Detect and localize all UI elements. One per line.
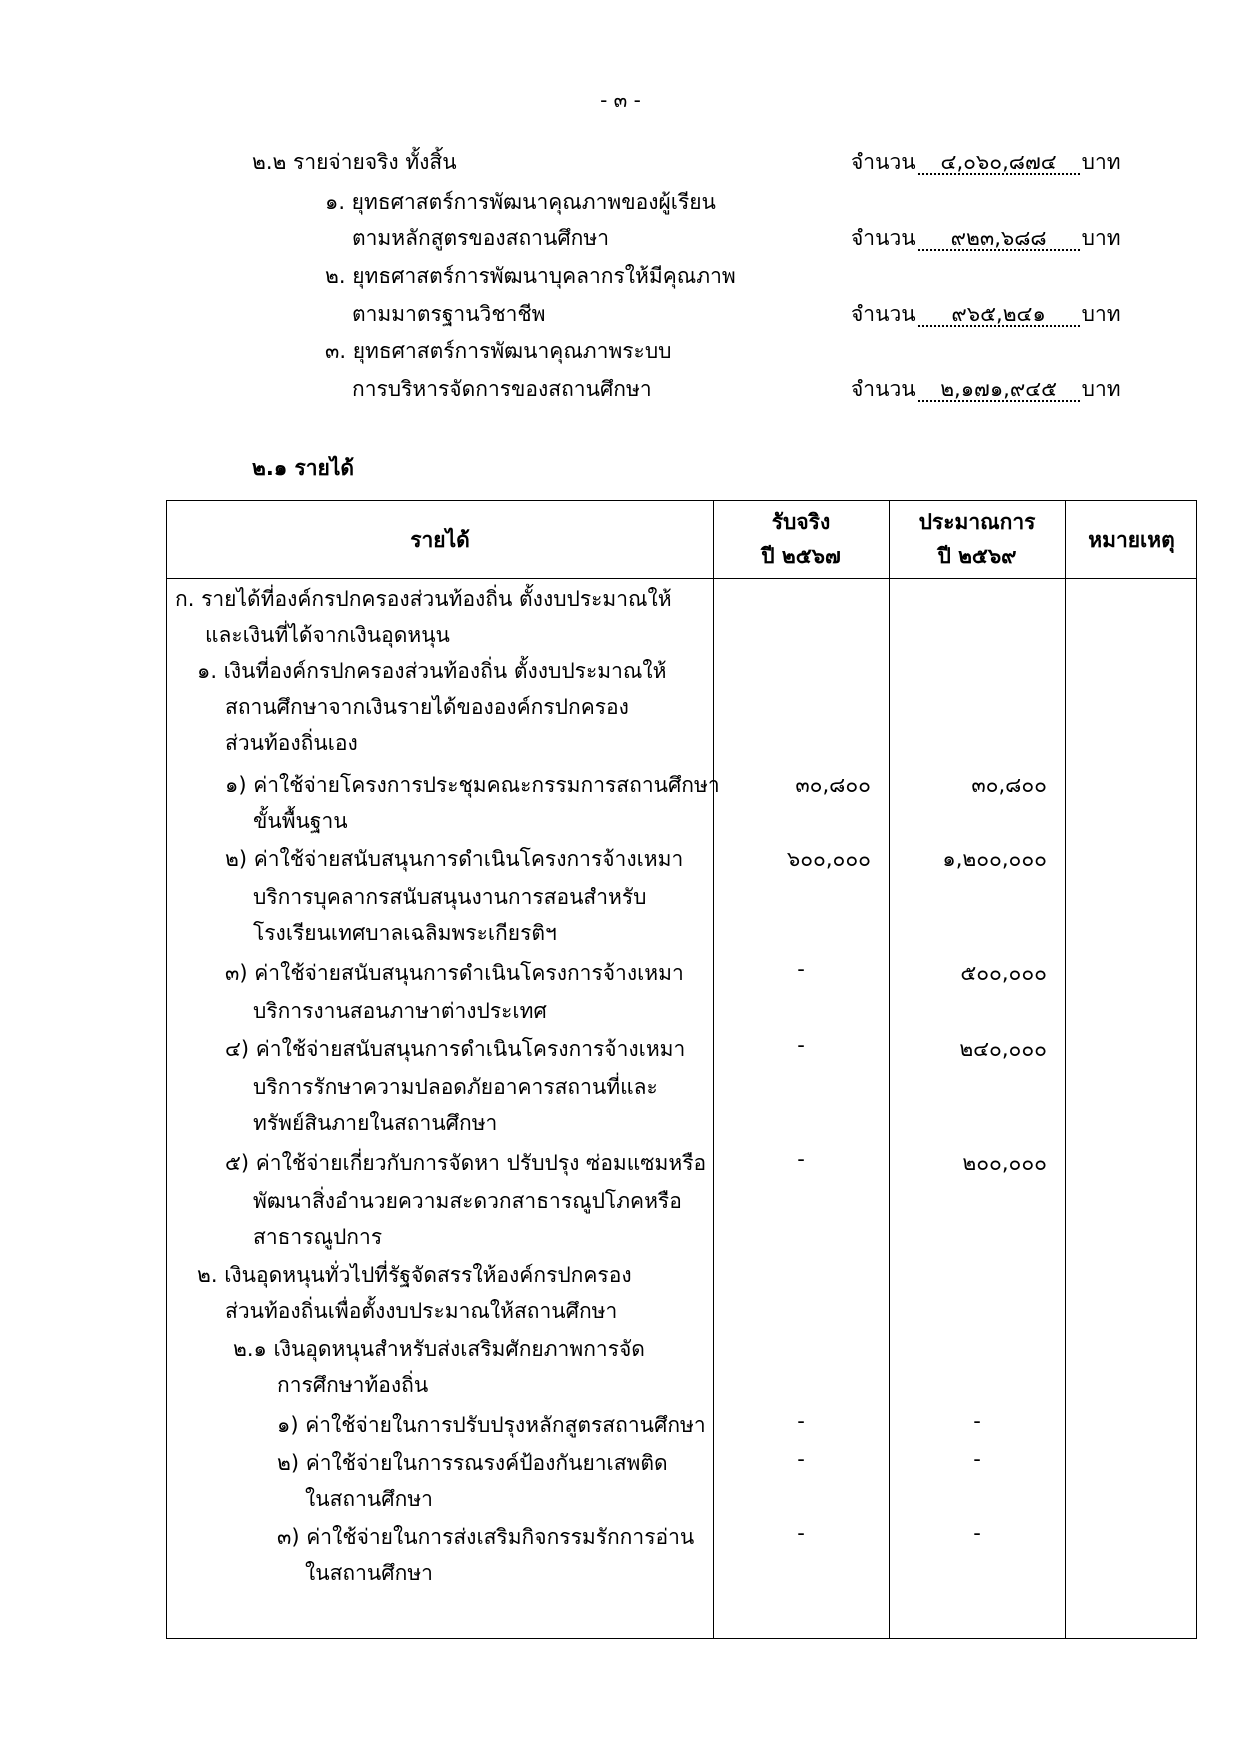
income-section-heading: ๒.๑ รายได้	[252, 456, 355, 480]
table-row-description: สถานศึกษาจากเงินรายได้ขององค์กรปกครอง	[225, 695, 629, 719]
strategy-1-line1: ๑. ยุทธศาสตร์การพัฒนาคุณภาพของผู้เรียน	[325, 190, 716, 214]
table-row-description: ในสถานศึกษา	[305, 1561, 433, 1585]
estimate-amount-cell: -	[973, 1447, 981, 1471]
column-header-actual: รับจริง ปี ๒๕๖๗	[761, 510, 841, 568]
column-divider	[713, 501, 714, 1638]
table-row-description: ๕) ค่าใช้จ่ายเกี่ยวกับการจัดหา ปรับปรุง ซ่อมแซมหรือ	[225, 1151, 707, 1175]
table-row-description: ทรัพย์สินภายในสถานศึกษา	[253, 1111, 498, 1135]
page-number: - ๓ -	[600, 88, 641, 112]
table-row-description: การศึกษาท้องถิ่น	[277, 1373, 429, 1397]
table-row-description: ขั้นพื้นฐาน	[253, 809, 348, 833]
unit-label: บาท	[1081, 150, 1121, 174]
strategy-2-amount: ๙๖๕,๒๔๑	[918, 303, 1080, 327]
estimate-amount-cell: ๑,๒๐๐,๐๐๐	[942, 847, 1047, 871]
income-table	[166, 500, 1197, 1639]
table-row-description: ส่วนท้องถิ่นเพื่อตั้งงบประมาณให้สถานศึกษา	[225, 1299, 618, 1323]
table-row-description: ส่วนท้องถิ่นเอง	[225, 731, 358, 755]
table-row-description: ๑) ค่าใช้จ่ายโครงการประชุมคณะกรรมการสถานศึกษา	[225, 773, 720, 797]
estimate-amount-cell: ๒๔๐,๐๐๐	[959, 1037, 1047, 1061]
strategy-2-amount-row	[851, 298, 1121, 331]
table-row-description: ๒. เงินอุดหนุนทั่วไปที่รัฐจัดสรรให้องค์กรปกครอง	[197, 1263, 632, 1287]
strategy-2-line1: ๒. ยุทธศาสตร์การพัฒนาบุคลากรให้มีคุณภาพ	[325, 264, 736, 288]
unit-label: บาท	[1081, 377, 1121, 401]
strategy-1-amount: ๙๒๓,๖๘๘	[918, 227, 1080, 251]
actual-amount-cell: -	[797, 1521, 805, 1545]
amount-label: จำนวน	[851, 302, 916, 326]
table-row-description: บริการรักษาความปลอดภัยอาคารสถานที่และ	[253, 1075, 658, 1099]
strategy-3-line1: ๓. ยุทธศาสตร์การพัฒนาคุณภาพระบบ	[325, 339, 672, 363]
table-row-description: สาธารณูปการ	[253, 1225, 383, 1249]
strategy-3-amount: ๒,๑๗๑,๙๔๕	[918, 378, 1080, 402]
strategy-1-amount-row	[851, 222, 1121, 255]
unit-label: บาท	[1081, 226, 1121, 250]
strategy-2-line2: ตามมาตรฐานวิชาชีพ	[352, 302, 546, 326]
expenses-total-amount: ๔,๐๖๐,๘๗๔	[918, 151, 1080, 175]
table-row-description: ๒) ค่าใช้จ่ายสนับสนุนการดำเนินโครงการจ้างเหมา	[225, 847, 684, 871]
strategy-3-line2: การบริหารจัดการของสถานศึกษา	[352, 377, 652, 401]
table-row-description: ๓) ค่าใช้จ่ายสนับสนุนการดำเนินโครงการจ้างเหมา	[225, 961, 684, 985]
table-row-description: ๑. เงินที่องค์กรปกครองส่วนท้องถิ่น ตั้งงบประมาณให้	[197, 659, 667, 683]
strategy-3-amount-row	[851, 373, 1121, 406]
table-row-description: บริการบุคลากรสนับสนุนงานการสอนสำหรับ	[253, 885, 647, 909]
estimate-amount-cell: ๕๐๐,๐๐๐	[960, 961, 1047, 985]
amount-label: จำนวน	[851, 377, 916, 401]
table-row-description: ๓) ค่าใช้จ่ายในการส่งเสริมกิจกรรมรักการอ่าน	[277, 1525, 695, 1549]
actual-amount-cell: ๓๐,๘๐๐	[795, 773, 871, 797]
actual-amount-cell: -	[797, 1033, 805, 1057]
actual-amount-cell: -	[797, 1447, 805, 1471]
actual-amount-cell: -	[797, 957, 805, 981]
actual-amount-cell: -	[797, 1409, 805, 1433]
table-row-description: ก. รายได้ที่องค์กรปกครองส่วนท้องถิ่น ตั้งงบประมาณให้	[175, 587, 672, 611]
expenses-total-row	[851, 146, 1121, 179]
table-row-description: ๔) ค่าใช้จ่ายสนับสนุนการดำเนินโครงการจ้างเหมา	[225, 1037, 686, 1061]
header-divider	[167, 578, 1196, 579]
table-row-description: บริการงานสอนภาษาต่างประเทศ	[253, 999, 547, 1023]
column-header-estimate: ประมาณการ ปี ๒๕๖๙	[918, 510, 1036, 568]
estimate-amount-cell: ๒๐๐,๐๐๐	[962, 1151, 1047, 1175]
table-row-description: และเงินที่ได้จากเงินอุดหนุน	[205, 623, 450, 647]
column-header-description: รายได้	[410, 528, 470, 552]
estimate-amount-cell: -	[973, 1409, 981, 1433]
column-divider	[1065, 501, 1066, 1638]
estimate-amount-cell: -	[973, 1521, 981, 1545]
actual-amount-cell: -	[797, 1147, 805, 1171]
unit-label: บาท	[1081, 302, 1121, 326]
table-row-description: ในสถานศึกษา	[305, 1487, 433, 1511]
expenses-title: ๒.๒ รายจ่ายจริง ทั้งสิ้น	[252, 150, 457, 174]
table-row-description: ๑) ค่าใช้จ่ายในการปรับปรุงหลักสูตรสถานศึกษา	[277, 1413, 706, 1437]
table-row-description: ๒) ค่าใช้จ่ายในการรณรงค์ป้องกันยาเสพติด	[277, 1451, 668, 1475]
table-row-description: ๒.๑ เงินอุดหนุนสำหรับส่งเสริมศักยภาพการจัด	[233, 1337, 645, 1361]
amount-label: จำนวน	[851, 226, 916, 250]
amount-label: จำนวน	[851, 150, 916, 174]
column-divider	[889, 501, 890, 1638]
estimate-amount-cell: ๓๐,๘๐๐	[971, 773, 1047, 797]
table-row-description: พัฒนาสิ่งอำนวยความสะดวกสาธารณูปโภคหรือ	[253, 1189, 682, 1213]
strategy-1-line2: ตามหลักสูตรของสถานศึกษา	[352, 226, 610, 250]
actual-amount-cell: ๖๐๐,๐๐๐	[786, 847, 871, 871]
table-row-description: โรงเรียนเทศบาลเฉลิมพระเกียรติฯ	[253, 921, 557, 945]
column-header-remark: หมายเหตุ	[1088, 528, 1175, 552]
